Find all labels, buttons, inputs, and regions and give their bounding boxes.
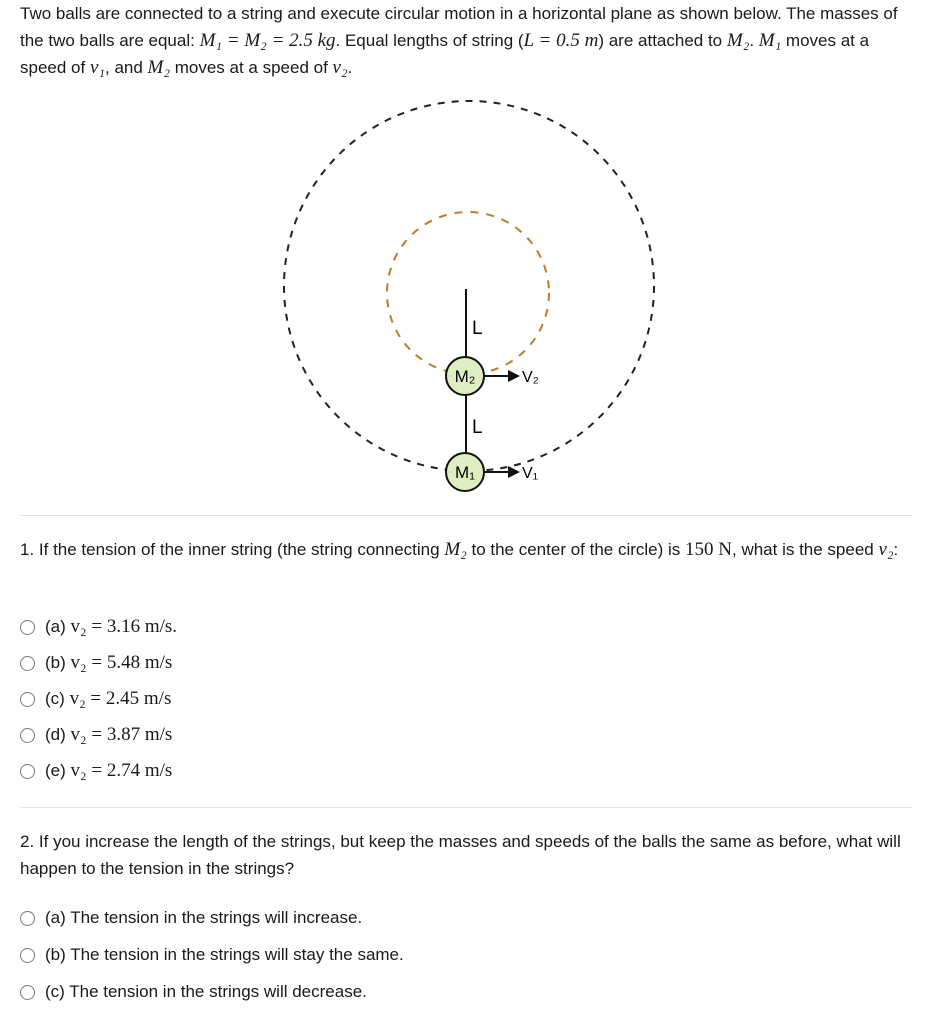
option-label: (a) The tension in the strings will increase. bbox=[45, 908, 363, 927]
radio-button[interactable] bbox=[20, 692, 35, 707]
radio-button[interactable] bbox=[20, 985, 35, 1000]
option-value: v₂ = 5.48 m/s bbox=[70, 652, 173, 673]
question-2 bbox=[20, 828, 915, 882]
option-label: (c) The tension in the strings will decrease. bbox=[45, 982, 367, 1001]
ball-m2-label: M₂ bbox=[454, 367, 476, 386]
q2-option-b[interactable] bbox=[20, 943, 404, 967]
q2-option-c[interactable] bbox=[20, 980, 367, 1004]
intro-text: . bbox=[749, 31, 759, 50]
option-value: v₂ = 3.16 m/s. bbox=[70, 616, 178, 637]
v2-symbol: v₂ bbox=[332, 57, 348, 78]
question-text: 2. If you increase the length of the strings, but keep the masses and speeds of the balls the same as before, what will happen to the tension in the strings? bbox=[20, 832, 901, 878]
option-label: (e) bbox=[45, 761, 66, 780]
q1-option-a[interactable] bbox=[20, 615, 177, 639]
length-equation: L = 0.5 m bbox=[523, 30, 599, 51]
question-text: 1. If the tension of the inner string (the string connecting bbox=[20, 540, 445, 559]
masses-equation: M₁ = M₂ = 2.5 kg bbox=[199, 30, 336, 51]
arrow-head-icon bbox=[508, 466, 520, 478]
radio-button[interactable] bbox=[20, 656, 35, 671]
divider bbox=[20, 515, 912, 516]
v2-label: V₂ bbox=[522, 369, 539, 386]
radio-button[interactable] bbox=[20, 728, 35, 743]
option-label: (a) bbox=[45, 617, 66, 636]
intro-text: . bbox=[347, 58, 353, 77]
m2-symbol: M₂ bbox=[726, 30, 750, 51]
intro-text: , and bbox=[105, 58, 148, 77]
option-label: (d) bbox=[45, 725, 66, 744]
q1-option-b[interactable] bbox=[20, 651, 172, 675]
option-value: v₂ = 2.45 m/s bbox=[69, 688, 172, 709]
option-label: (b) bbox=[45, 653, 66, 672]
outer-circle-path bbox=[284, 101, 654, 471]
q1-option-e[interactable] bbox=[20, 759, 172, 783]
radio-button[interactable] bbox=[20, 948, 35, 963]
question-text: : bbox=[893, 540, 899, 559]
option-value: v₂ = 3.87 m/s bbox=[70, 724, 173, 745]
option-label: (b) The tension in the strings will stay the same. bbox=[45, 945, 404, 964]
string-label-L: L bbox=[472, 417, 483, 438]
q1-option-d[interactable] bbox=[20, 723, 172, 747]
radio-button[interactable] bbox=[20, 911, 35, 926]
divider bbox=[20, 807, 912, 808]
option-value: v₂ = 2.74 m/s bbox=[70, 760, 173, 781]
m1-symbol: M₁ bbox=[758, 30, 782, 51]
inner-circle-path bbox=[387, 212, 549, 374]
intro-text: moves at a speed of bbox=[169, 58, 333, 77]
intro-text: Two balls are connected to a string and execute circular motion in a horizontal plane as shown below. The masses of the two balls are equal: bbox=[20, 4, 898, 50]
string-label-L: L bbox=[472, 318, 483, 339]
m2-symbol: M₂ bbox=[147, 57, 170, 78]
circular-motion-diagram bbox=[0, 0, 933, 510]
v1-symbol: v₁ bbox=[89, 57, 105, 78]
v2-symbol: v₂ bbox=[878, 539, 894, 560]
intro-text: moves at a speed of bbox=[20, 31, 870, 77]
arrow-head-icon bbox=[508, 370, 520, 382]
q2-option-a[interactable] bbox=[20, 906, 362, 930]
radio-button[interactable] bbox=[20, 620, 35, 635]
option-label: (c) bbox=[45, 689, 65, 708]
m2-symbol: M₂ bbox=[444, 539, 467, 560]
v1-label: V₁ bbox=[522, 465, 539, 482]
radio-button[interactable] bbox=[20, 764, 35, 779]
question-1 bbox=[20, 536, 915, 563]
question-text: , what is the speed bbox=[732, 540, 879, 559]
intro-text: . Equal lengths of string ( bbox=[335, 31, 524, 50]
ball-m1-label: M₁ bbox=[455, 463, 475, 482]
tension-value: 150 N bbox=[685, 539, 732, 560]
question-text: to the center of the circle) is bbox=[466, 540, 686, 559]
intro-text: ) are attached to bbox=[598, 31, 727, 50]
q1-option-c[interactable] bbox=[20, 687, 171, 711]
